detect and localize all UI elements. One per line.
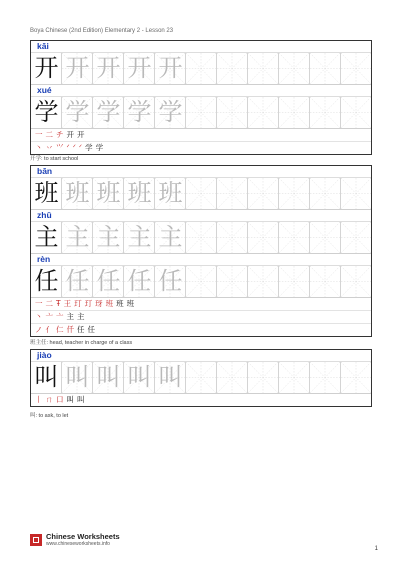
blank-practice-cell (279, 97, 310, 128)
stroke-step: 开 (66, 130, 75, 139)
blank-practice-cell (248, 97, 279, 128)
stroke-step: 丷 (45, 143, 54, 152)
blank-practice-cell (248, 53, 279, 84)
stroke-step: 王 (63, 299, 73, 308)
model-character-cell (31, 178, 62, 209)
blank-practice-cell (217, 222, 248, 253)
pinyin-label: rèn (37, 254, 51, 264)
trace-character: 班 (127, 179, 152, 207)
pinyin-label: bān (37, 166, 53, 176)
model-character: 主 (34, 223, 59, 251)
model-character-cell (31, 266, 62, 297)
model-character: 学 (34, 98, 59, 126)
blank-practice-cell (310, 362, 341, 393)
trace-character: 学 (65, 98, 90, 126)
vocab-caption: 开学: to start school (30, 156, 79, 162)
model-character-cell (31, 362, 62, 393)
stroke-step: 玡 (95, 299, 104, 308)
blank-practice-cell (186, 53, 217, 84)
trace-character-cell (155, 266, 186, 297)
stroke-step: 学 (95, 143, 105, 152)
trace-character-cell (62, 266, 93, 297)
blank-practice-cell (248, 222, 279, 253)
stroke-step: 丶 (35, 312, 44, 321)
trace-character: 主 (96, 223, 121, 251)
blank-practice-cell (341, 266, 371, 297)
trace-character-cell (93, 178, 124, 209)
trace-character-cell (124, 266, 155, 297)
trace-character-cell (93, 97, 124, 128)
brand-name: Chinese Worksheets (46, 532, 120, 541)
logo-icon (30, 534, 42, 546)
model-character-cell (31, 97, 62, 128)
trace-character: 叫 (158, 363, 183, 391)
trace-character-cell (62, 53, 93, 84)
stroke-step: ノ (35, 325, 44, 334)
trace-character: 任 (158, 267, 183, 295)
pinyin-row (31, 254, 371, 266)
stroke-step: 口 (56, 395, 65, 404)
trace-character: 叫 (96, 363, 121, 391)
model-character: 开 (34, 54, 59, 82)
stroke-step: 一 (35, 299, 44, 308)
blank-practice-cell (279, 222, 310, 253)
stroke-step: 班 (105, 299, 115, 308)
stroke-step: 学 (85, 143, 94, 152)
practice-grid-row (31, 362, 371, 394)
blank-practice-cell (310, 266, 341, 297)
stroke-step: 丶 (35, 143, 44, 152)
stroke-step: 任 (77, 325, 86, 334)
trace-character-cell (62, 362, 93, 393)
trace-character: 任 (65, 267, 90, 295)
stroke-order-row (31, 129, 371, 142)
stroke-step: チ (56, 130, 65, 139)
trace-character-cell (124, 362, 155, 393)
stroke-step: 亠 (45, 312, 54, 321)
trace-character-cell (124, 97, 155, 128)
pinyin-label: kāi (37, 41, 49, 51)
trace-character-cell (62, 178, 93, 209)
blank-practice-cell (341, 97, 371, 128)
trace-character: 开 (96, 54, 121, 82)
model-character-cell (31, 53, 62, 84)
stroke-step: 任 (87, 325, 96, 334)
stroke-step: 玎 (84, 299, 94, 308)
stroke-step: 班 (116, 299, 125, 308)
practice-grid-row (31, 178, 371, 210)
vocab-caption: 叫: to ask, to let (30, 413, 69, 419)
trace-character-cell (93, 53, 124, 84)
stroke-step: 二 (45, 130, 54, 139)
practice-grid-row (31, 53, 371, 85)
trace-character-cell (155, 222, 186, 253)
trace-character: 班 (65, 179, 90, 207)
blank-practice-cell (217, 97, 248, 128)
trace-character-cell (155, 53, 186, 84)
trace-character-cell (62, 97, 93, 128)
character-block (30, 349, 372, 407)
stroke-step: 玎 (74, 299, 83, 308)
stroke-step: ᐟ (72, 143, 77, 152)
stroke-step: ⺍ (56, 143, 65, 152)
pinyin-row (31, 166, 371, 178)
character-block (30, 40, 372, 155)
blank-practice-cell (310, 53, 341, 84)
stroke-step: 二 (45, 299, 54, 308)
stroke-step: 仟 (66, 325, 75, 334)
stroke-step: 丨 (35, 395, 44, 404)
blank-practice-cell (186, 266, 217, 297)
stroke-order-row (31, 311, 371, 324)
blank-practice-cell (341, 178, 371, 209)
practice-grid-row (31, 266, 371, 298)
brand-url: www.chineseworksheets.info (46, 541, 110, 547)
stroke-step: 主 (66, 312, 75, 321)
blank-practice-cell (248, 266, 279, 297)
blank-practice-cell (279, 53, 310, 84)
stroke-step: ᐟ (66, 143, 71, 152)
trace-character-cell (124, 178, 155, 209)
pinyin-label: zhǔ (37, 210, 52, 220)
stroke-step: 亻 (45, 325, 54, 334)
trace-character-cell (155, 178, 186, 209)
practice-grid-row (31, 97, 371, 129)
pinyin-row (31, 41, 371, 53)
trace-character: 主 (158, 223, 183, 251)
trace-character-cell (124, 222, 155, 253)
stroke-order-row (31, 142, 371, 154)
trace-character: 学 (127, 98, 152, 126)
vocab-caption: 班主任: head, teacher in charge of a class (30, 340, 133, 346)
trace-character-cell (124, 53, 155, 84)
pinyin-row (31, 350, 371, 362)
trace-character: 学 (96, 98, 121, 126)
trace-character: 班 (96, 179, 121, 207)
trace-character-cell (93, 266, 124, 297)
blank-practice-cell (248, 362, 279, 393)
pinyin-label: xué (37, 85, 52, 95)
brand-logo (30, 533, 120, 547)
pinyin-row (31, 210, 371, 222)
trace-character: 开 (65, 54, 90, 82)
trace-character-cell (155, 362, 186, 393)
trace-character: 叫 (65, 363, 90, 391)
trace-character: 主 (127, 223, 152, 251)
model-character-cell (31, 222, 62, 253)
blank-practice-cell (217, 362, 248, 393)
blank-practice-cell (310, 97, 341, 128)
trace-character-cell (155, 97, 186, 128)
model-character: 班 (34, 179, 59, 207)
stroke-order-row (31, 298, 371, 311)
stroke-step: Ŧ (56, 299, 62, 308)
blank-practice-cell (341, 362, 371, 393)
trace-character: 叫 (127, 363, 152, 391)
blank-practice-cell (248, 178, 279, 209)
trace-character-cell (62, 222, 93, 253)
trace-character: 任 (96, 267, 121, 295)
stroke-order-row (31, 394, 371, 406)
blank-practice-cell (310, 222, 341, 253)
trace-character: 开 (127, 54, 152, 82)
blank-practice-cell (310, 178, 341, 209)
stroke-step: 叫 (77, 395, 86, 404)
stroke-step: 班 (126, 299, 136, 308)
stroke-order-row (31, 324, 371, 336)
pinyin-row (31, 85, 371, 97)
blank-practice-cell (186, 178, 217, 209)
blank-practice-cell (186, 362, 217, 393)
blank-practice-cell (186, 222, 217, 253)
page-number: 1 (374, 546, 378, 552)
stroke-step: 亠 (56, 312, 65, 321)
trace-character: 任 (127, 267, 152, 295)
stroke-step: 仁 (56, 325, 65, 334)
pinyin-label: jiào (37, 350, 52, 360)
model-character: 任 (34, 267, 59, 295)
blank-practice-cell (217, 178, 248, 209)
trace-character: 学 (158, 98, 183, 126)
trace-character: 开 (158, 54, 183, 82)
blank-practice-cell (341, 53, 371, 84)
blank-practice-cell (279, 178, 310, 209)
blank-practice-cell (217, 53, 248, 84)
stroke-step: 主 (77, 312, 86, 321)
stroke-step: 开 (77, 130, 86, 139)
blank-practice-cell (279, 266, 310, 297)
stroke-step: ᐟ (78, 143, 84, 152)
trace-character: 主 (65, 223, 90, 251)
stroke-step: 叫 (66, 395, 75, 404)
stroke-step: 一 (35, 130, 44, 139)
trace-character: 班 (158, 179, 183, 207)
trace-character-cell (93, 222, 124, 253)
blank-practice-cell (217, 266, 248, 297)
worksheet-title: Boya Chinese (2nd Edition) Elementary 2 - Lesson 23 (30, 28, 174, 34)
blank-practice-cell (341, 222, 371, 253)
stroke-step: ㄇ (45, 395, 54, 404)
trace-character-cell (93, 362, 124, 393)
blank-practice-cell (279, 362, 310, 393)
blank-practice-cell (186, 97, 217, 128)
practice-grid-row (31, 222, 371, 254)
character-block (30, 165, 372, 337)
model-character: 叫 (34, 363, 59, 391)
